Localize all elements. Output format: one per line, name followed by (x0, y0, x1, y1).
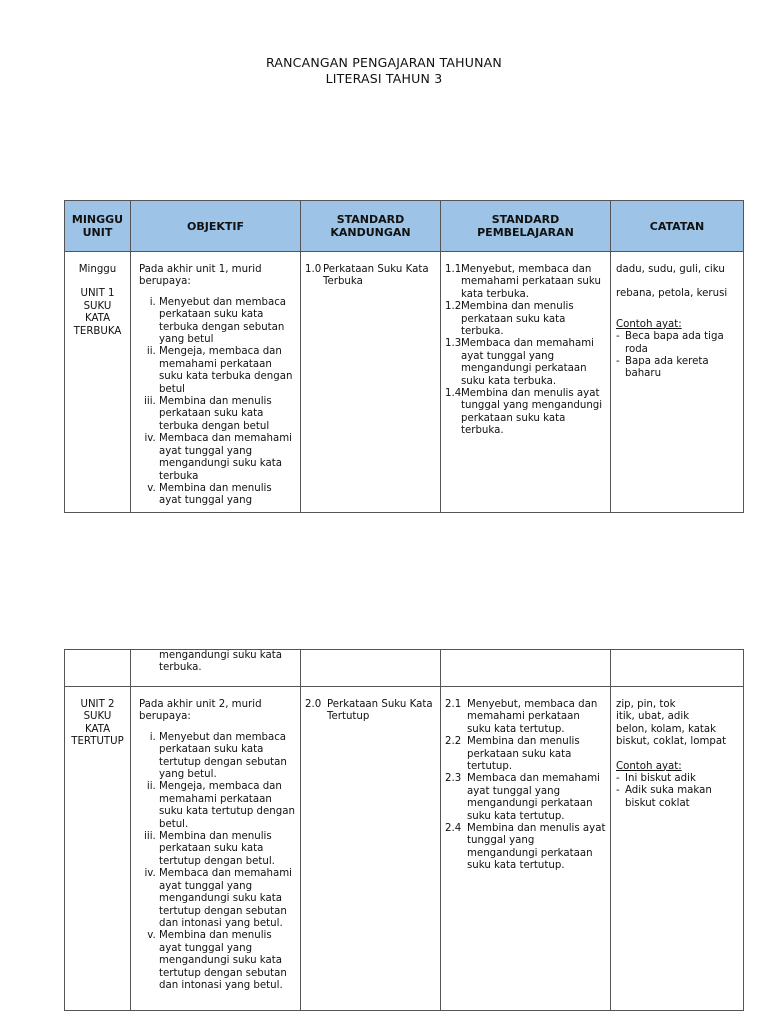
list-item: - Bapa ada kereta baharu (616, 356, 739, 381)
continued-text: mengandungi suku kata terbuka. (159, 650, 282, 674)
notes-words: biskut, coklat, lompat (616, 736, 727, 748)
standard-pembelajaran-cell (441, 687, 611, 1011)
notes-words: itik, ubat, adik (616, 711, 690, 723)
table-row (65, 687, 744, 1011)
list-item: iv. Membaca dan memahami ayat tunggal yang mengandungi suku kata tertutup dengan sebutan dan intonasi yang betul. (159, 868, 296, 930)
standard-kandungan-cell (301, 687, 441, 1011)
list-item: i. Menyebut dan membaca perkataan suku kata tertutup dengan sebutan yang betul. (159, 732, 296, 782)
objektif-cell (131, 650, 301, 687)
objective-intro: Pada akhir unit 2, murid berupaya: (139, 699, 262, 723)
table-header-row (65, 201, 744, 252)
example-list (616, 331, 739, 381)
header-standard-pembelajaran: STANDARD PEMBELAJARAN (441, 201, 611, 252)
lesson-plan-table (64, 200, 744, 513)
example-list (616, 773, 739, 810)
list-item: 1.4 Membina dan menulis ayat tunggal yang mengandungi perkataan suku kata terbuka. (445, 388, 603, 437)
list-item: i. Menyebut dan membaca perkataan suku kata terbuka dengan sebutan yang betul (159, 297, 296, 347)
unit-cell (65, 650, 131, 687)
unit-cell: Minggu UNIT 1 SUKU KATA TERBUKA (65, 252, 131, 513)
list-item: iii. Membina dan menulis perkataan suku kata tertutup dengan betul. (159, 831, 296, 868)
objektif-cell (131, 687, 301, 1011)
standard-kandungan-cell (301, 650, 441, 687)
list-item: v. Membina dan menulis ayat tunggal yang (159, 483, 296, 508)
notes-words: dadu, sudu, guli, ciku (616, 264, 725, 275)
lesson-plan-table-continued (64, 649, 744, 1011)
objektif-cell (131, 252, 301, 513)
standard-pembelajaran-cell (441, 650, 611, 687)
list-item: ii. Mengeja, membaca dan memahami perkataan suku kata tertutup dengan betul. (159, 781, 296, 831)
list-item: 1.0 Perkataan Suku Kata Terbuka (305, 264, 429, 288)
sp-list (445, 699, 606, 873)
list-item: ii. Mengeja, membaca dan memahami perkataan suku kata terbuka dengan betul (159, 346, 296, 396)
list-item: 1.2 Membina dan menulis perkataan suku kata terbuka. (445, 301, 574, 338)
list-item: - Adik suka makan biskut coklat (616, 785, 739, 810)
notes-words: zip, pin, tok (616, 699, 676, 710)
list-item: iv. Membaca dan memahami ayat tunggal yang mengandungi suku kata terbuka (159, 433, 296, 483)
catatan-cell (611, 650, 744, 687)
list-item: 2.3 Membaca dan memahami ayat tunggal yang mengandungi perkataan suku kata tertutup. (445, 773, 600, 822)
list-item: - Ini biskut adik (616, 773, 739, 785)
standard-kandungan-cell (301, 252, 441, 513)
sp-list (445, 264, 606, 438)
list-item: 1.1 Menyebut, membaca dan memahami perkataan suku kata terbuka. (445, 264, 601, 300)
list-item: v. Membina dan menulis ayat tunggal yang mengandungi suku kata tertutup dengan sebutan dan intonasi yang betul. (159, 930, 296, 992)
list-item: - Beca bapa ada tiga roda (616, 331, 739, 356)
page-subtitle: LITERASI TAHUN 3 (325, 71, 443, 86)
unit-cell: UNIT 2 SUKU KATA TERTUTUP (65, 687, 131, 1011)
list-item: 2.4 Membina dan menulis ayat tunggal yang mengandungi perkataan suku kata tertutup. (445, 823, 606, 872)
standard-pembelajaran-cell (441, 252, 611, 513)
catatan-cell (611, 252, 744, 513)
header-objektif: OBJEKTIF (131, 201, 301, 252)
list-item: 2.0 Perkataan Suku Kata Tertutup (305, 699, 433, 723)
example-label: Contoh ayat: (616, 760, 682, 772)
page-title: RANCANGAN PENGAJARAN TAHUNAN (266, 55, 502, 70)
list-item: 2.1 Menyebut, membaca dan memahami perkataan suku kata tertutup. (445, 699, 598, 735)
example-label: Contoh ayat: (616, 318, 682, 330)
table-row (65, 252, 744, 513)
header-catatan: CATATAN (611, 201, 744, 252)
table-row (65, 650, 744, 687)
catatan-cell (611, 687, 744, 1011)
objective-list (137, 297, 296, 508)
list-item: 1.3 Membaca dan memahami ayat tunggal yang mengandungi perkataan suku kata terbuka. (445, 338, 594, 387)
objective-intro: Pada akhir unit 1, murid berupaya: (139, 264, 262, 288)
list-item: 2.2 Membina dan menulis perkataan suku kata tertutup. (445, 736, 580, 773)
header-standard-kandungan: STANDARD KANDUNGAN (301, 201, 441, 252)
notes-words: belon, kolam, katak (616, 723, 717, 735)
list-item: iii. Membina dan menulis perkataan suku kata terbuka dengan betul (159, 396, 296, 433)
header-minggu-unit: MINGGU UNIT (65, 201, 131, 252)
objective-list (137, 732, 296, 993)
notes-words: rebana, petola, kerusi (616, 288, 728, 300)
